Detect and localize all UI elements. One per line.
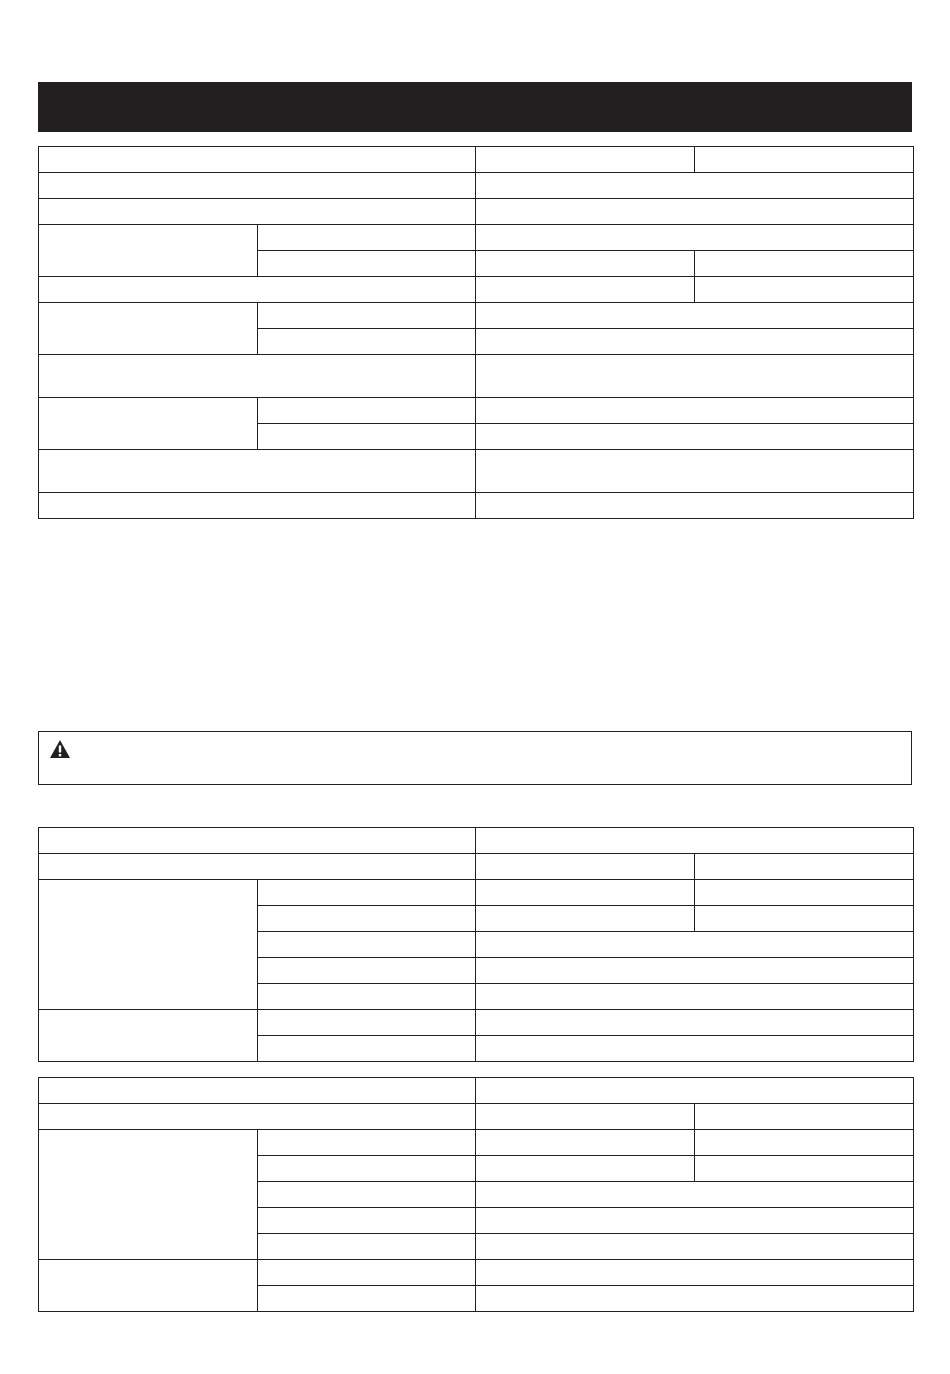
table-cell [476, 880, 695, 906]
table-cell [39, 303, 258, 355]
table-row [39, 880, 914, 906]
table-row [39, 828, 914, 854]
table-cell [476, 1078, 914, 1104]
table-cell [258, 932, 476, 958]
table-cell [258, 1286, 476, 1312]
table-row [39, 173, 914, 199]
table-cell [695, 906, 914, 932]
table-cell [39, 450, 476, 493]
table-cell [258, 251, 476, 277]
table-cell [39, 880, 258, 1010]
table-cell [476, 1182, 914, 1208]
table-cell [476, 251, 695, 277]
table-cell [476, 932, 914, 958]
specification-table [38, 146, 914, 519]
table-cell [476, 1234, 914, 1260]
table-cell [695, 251, 914, 277]
table-cell [476, 398, 914, 424]
table-cell [476, 173, 914, 199]
table-cell [258, 329, 476, 355]
table-row [39, 1260, 914, 1286]
table-cell [695, 1156, 914, 1182]
table-row [39, 1104, 914, 1130]
table-cell [476, 1208, 914, 1234]
table-cell [695, 854, 914, 880]
table-cell [39, 1078, 476, 1104]
specification-table [38, 827, 914, 1062]
table-cell [39, 1130, 258, 1260]
table-cell [476, 1104, 695, 1130]
table-row [39, 277, 914, 303]
section-header-bar [38, 82, 912, 132]
table-cell [695, 277, 914, 303]
table-cell [39, 828, 476, 854]
table-cell [258, 1182, 476, 1208]
table-cell [258, 1234, 476, 1260]
table-cell [476, 329, 914, 355]
table-row [39, 225, 914, 251]
table-row [39, 493, 914, 519]
table-cell [258, 958, 476, 984]
table-cell [39, 277, 476, 303]
table-cell [476, 1036, 914, 1062]
table-row [39, 854, 914, 880]
table-cell [39, 225, 258, 277]
warning-triangle-icon [49, 739, 71, 759]
table-cell [476, 854, 695, 880]
table-cell [39, 493, 476, 519]
table-cell [476, 147, 695, 173]
table-row [39, 355, 914, 398]
table-cell [258, 1156, 476, 1182]
table-cell [476, 277, 695, 303]
table-cell [695, 880, 914, 906]
table-cell [258, 424, 476, 450]
table-row [39, 1130, 914, 1156]
table-row [39, 147, 914, 173]
table-cell [39, 854, 476, 880]
table-cell [39, 1260, 258, 1312]
table-cell [258, 225, 476, 251]
table-row [39, 1010, 914, 1036]
table-cell [258, 1208, 476, 1234]
table-cell [476, 1260, 914, 1286]
table-cell [476, 303, 914, 329]
table-cell [258, 1260, 476, 1286]
table-cell [695, 1104, 914, 1130]
table-cell [258, 906, 476, 932]
table-row [39, 199, 914, 225]
table-row [39, 398, 914, 424]
table-cell [258, 1130, 476, 1156]
table-cell [476, 1130, 695, 1156]
table-cell [258, 303, 476, 329]
table-cell [476, 828, 914, 854]
table-cell [476, 958, 914, 984]
table-cell [39, 398, 258, 450]
table-cell [476, 225, 914, 251]
table-cell [39, 199, 476, 225]
table-cell [39, 355, 476, 398]
table-cell [258, 398, 476, 424]
table-cell [39, 147, 476, 173]
table-cell [476, 450, 914, 493]
table-cell [476, 1010, 914, 1036]
table-cell [476, 906, 695, 932]
table-cell [476, 984, 914, 1010]
table-cell [476, 355, 914, 398]
table-cell [258, 880, 476, 906]
table-row [39, 1078, 914, 1104]
table-cell [258, 984, 476, 1010]
table-cell [695, 1130, 914, 1156]
warning-box [38, 731, 912, 785]
specification-table [38, 1077, 914, 1312]
table-cell [476, 1156, 695, 1182]
table-cell [39, 1104, 476, 1130]
table-cell [695, 147, 914, 173]
table-cell [258, 1036, 476, 1062]
table-cell [476, 199, 914, 225]
table-cell [258, 1010, 476, 1036]
table-cell [39, 173, 476, 199]
table-cell [39, 1010, 258, 1062]
table-cell [476, 1286, 914, 1312]
table-row [39, 303, 914, 329]
table-row [39, 450, 914, 493]
table-cell [476, 493, 914, 519]
table-cell [476, 424, 914, 450]
